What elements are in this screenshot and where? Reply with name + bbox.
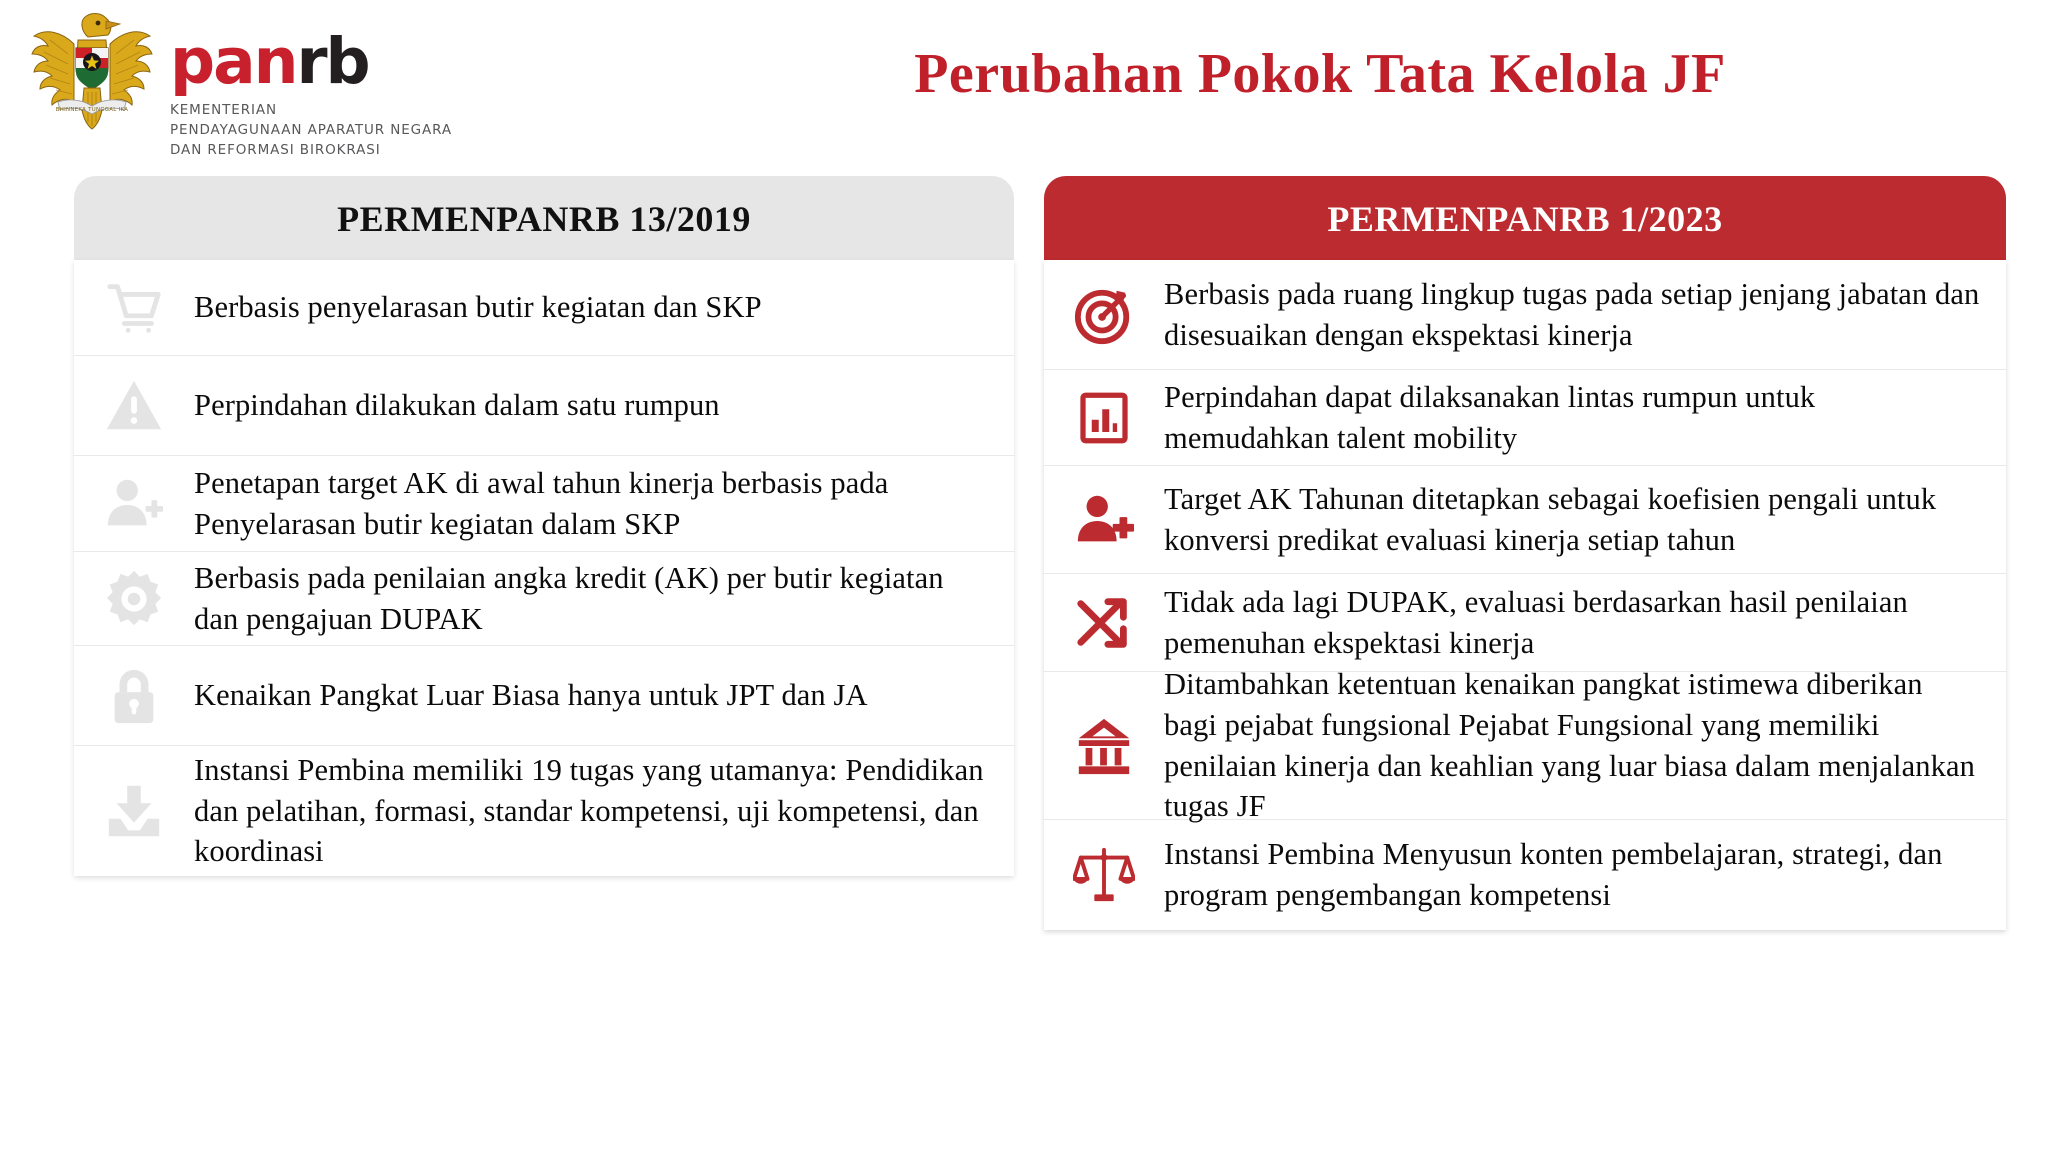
gear-icon [96,561,172,637]
list-item-text: Instansi Pembina Menyusun konten pembelajaran, strategi, dan program pengembangan kompetensi [1164,837,1943,912]
lock-icon [96,658,172,734]
list-item-text: Berbasis pada ruang lingkup tugas pada setiap jenjang jabatan dan disesuaikan dengan ekspektasi kinerja [1164,276,1980,352]
ministry-name [170,100,452,161]
list-item-text: Tidak ada lagi DUPAK, evaluasi berdasarkan hasil penilaian pemenuhan ekspektasi kinerja [1164,584,1908,660]
list-item [1044,370,2006,466]
list-item-text: Kenaikan Pangkat Luar Biasa hanya untuk JPT dan JA [194,678,868,713]
list-item-text: Perpindahan dilakukan dalam satu rumpun [194,388,720,423]
list-item [1044,260,2006,370]
shopping-cart-icon [96,270,172,346]
shuffle-arrows-icon [1066,585,1142,661]
wordmark-rb: rb [296,25,369,98]
list-item [1044,466,2006,574]
institution-bank-icon [1066,708,1142,784]
list-item [74,356,1014,456]
list-item-text: Penetapan target AK di awal tahun kinerja berbasis pada Penyelarasan butir kegiatan dalam SKP [194,465,889,541]
list-item [1044,667,2006,824]
list-item [1044,574,2006,672]
panrb-wordmark [170,25,452,98]
ministry-line-2: PENDAYAGUNAAN APARATUR NEGARA [170,122,453,139]
ministry-line-1: KEMENTERIAN [170,101,278,118]
warning-triangle-icon [96,368,172,444]
svg-text:BHINNEKA TUNGGAL IKA: BHINNEKA TUNGGAL IKA [55,107,129,113]
list-item-text: Perpindahan dapat dilaksanakan lintas rumpun untuk memudahkan talent mobility [1164,379,1816,455]
comparison-column-right [1044,176,2006,930]
person-add-icon [1066,482,1142,558]
list-item [74,746,1014,876]
ministry-line-3: DAN REFORMASI BIROKRASI [170,142,381,159]
column-body-old [74,260,1014,876]
wordmark-pan: pan [170,25,297,98]
garuda-pancasila-emblem-icon [28,10,156,137]
page-title: Perubahan Pokok Tata Kelola JF [914,43,1726,105]
brand-text-block [170,10,452,161]
bar-chart-icon [1066,380,1142,456]
column-header-new: PERMENPANRB 1/2023 [1044,176,2006,260]
column-header-old: PERMENPANRB 13/2019 [74,176,1014,260]
scales-justice-icon [1066,837,1142,913]
list-item [74,552,1014,646]
list-item [74,456,1014,552]
list-item-text: Berbasis pada penilaian angka kredit (AK) per butir kegiatan dan pengajuan DUPAK [194,560,944,636]
download-inbox-icon [96,773,172,849]
list-item [74,260,1014,356]
column-body-new [1044,260,2006,930]
list-item [74,646,1014,746]
target-dart-icon [1066,277,1142,353]
person-add-icon [96,466,172,542]
brand-lockup [28,10,452,161]
list-item-text: Instansi Pembina memiliki 19 tugas yang utamanya: Pendidikan dan pelatihan, formasi, standar kompetensi, uji kompetensi, dan koordinasi [194,753,984,869]
list-item-text: Berbasis penyelarasan butir kegiatan dan SKP [194,290,762,325]
list-item-text: Target AK Tahunan ditetapkan sebagai koefisien pengali untuk konversi predikat evaluasi kinerja setiap tahun [1164,481,1937,557]
list-item [1044,820,2006,930]
comparison-column-left [74,176,1014,876]
list-item-text: Ditambahkan ketentuan kenaikan pangkat istimewa diberikan bagi pejabat fungsional Pejabat Fungsional yang memiliki penilaian kinerja dan keahlian yang luar biasa dalam menjalankan tugas JF [1164,667,1975,824]
